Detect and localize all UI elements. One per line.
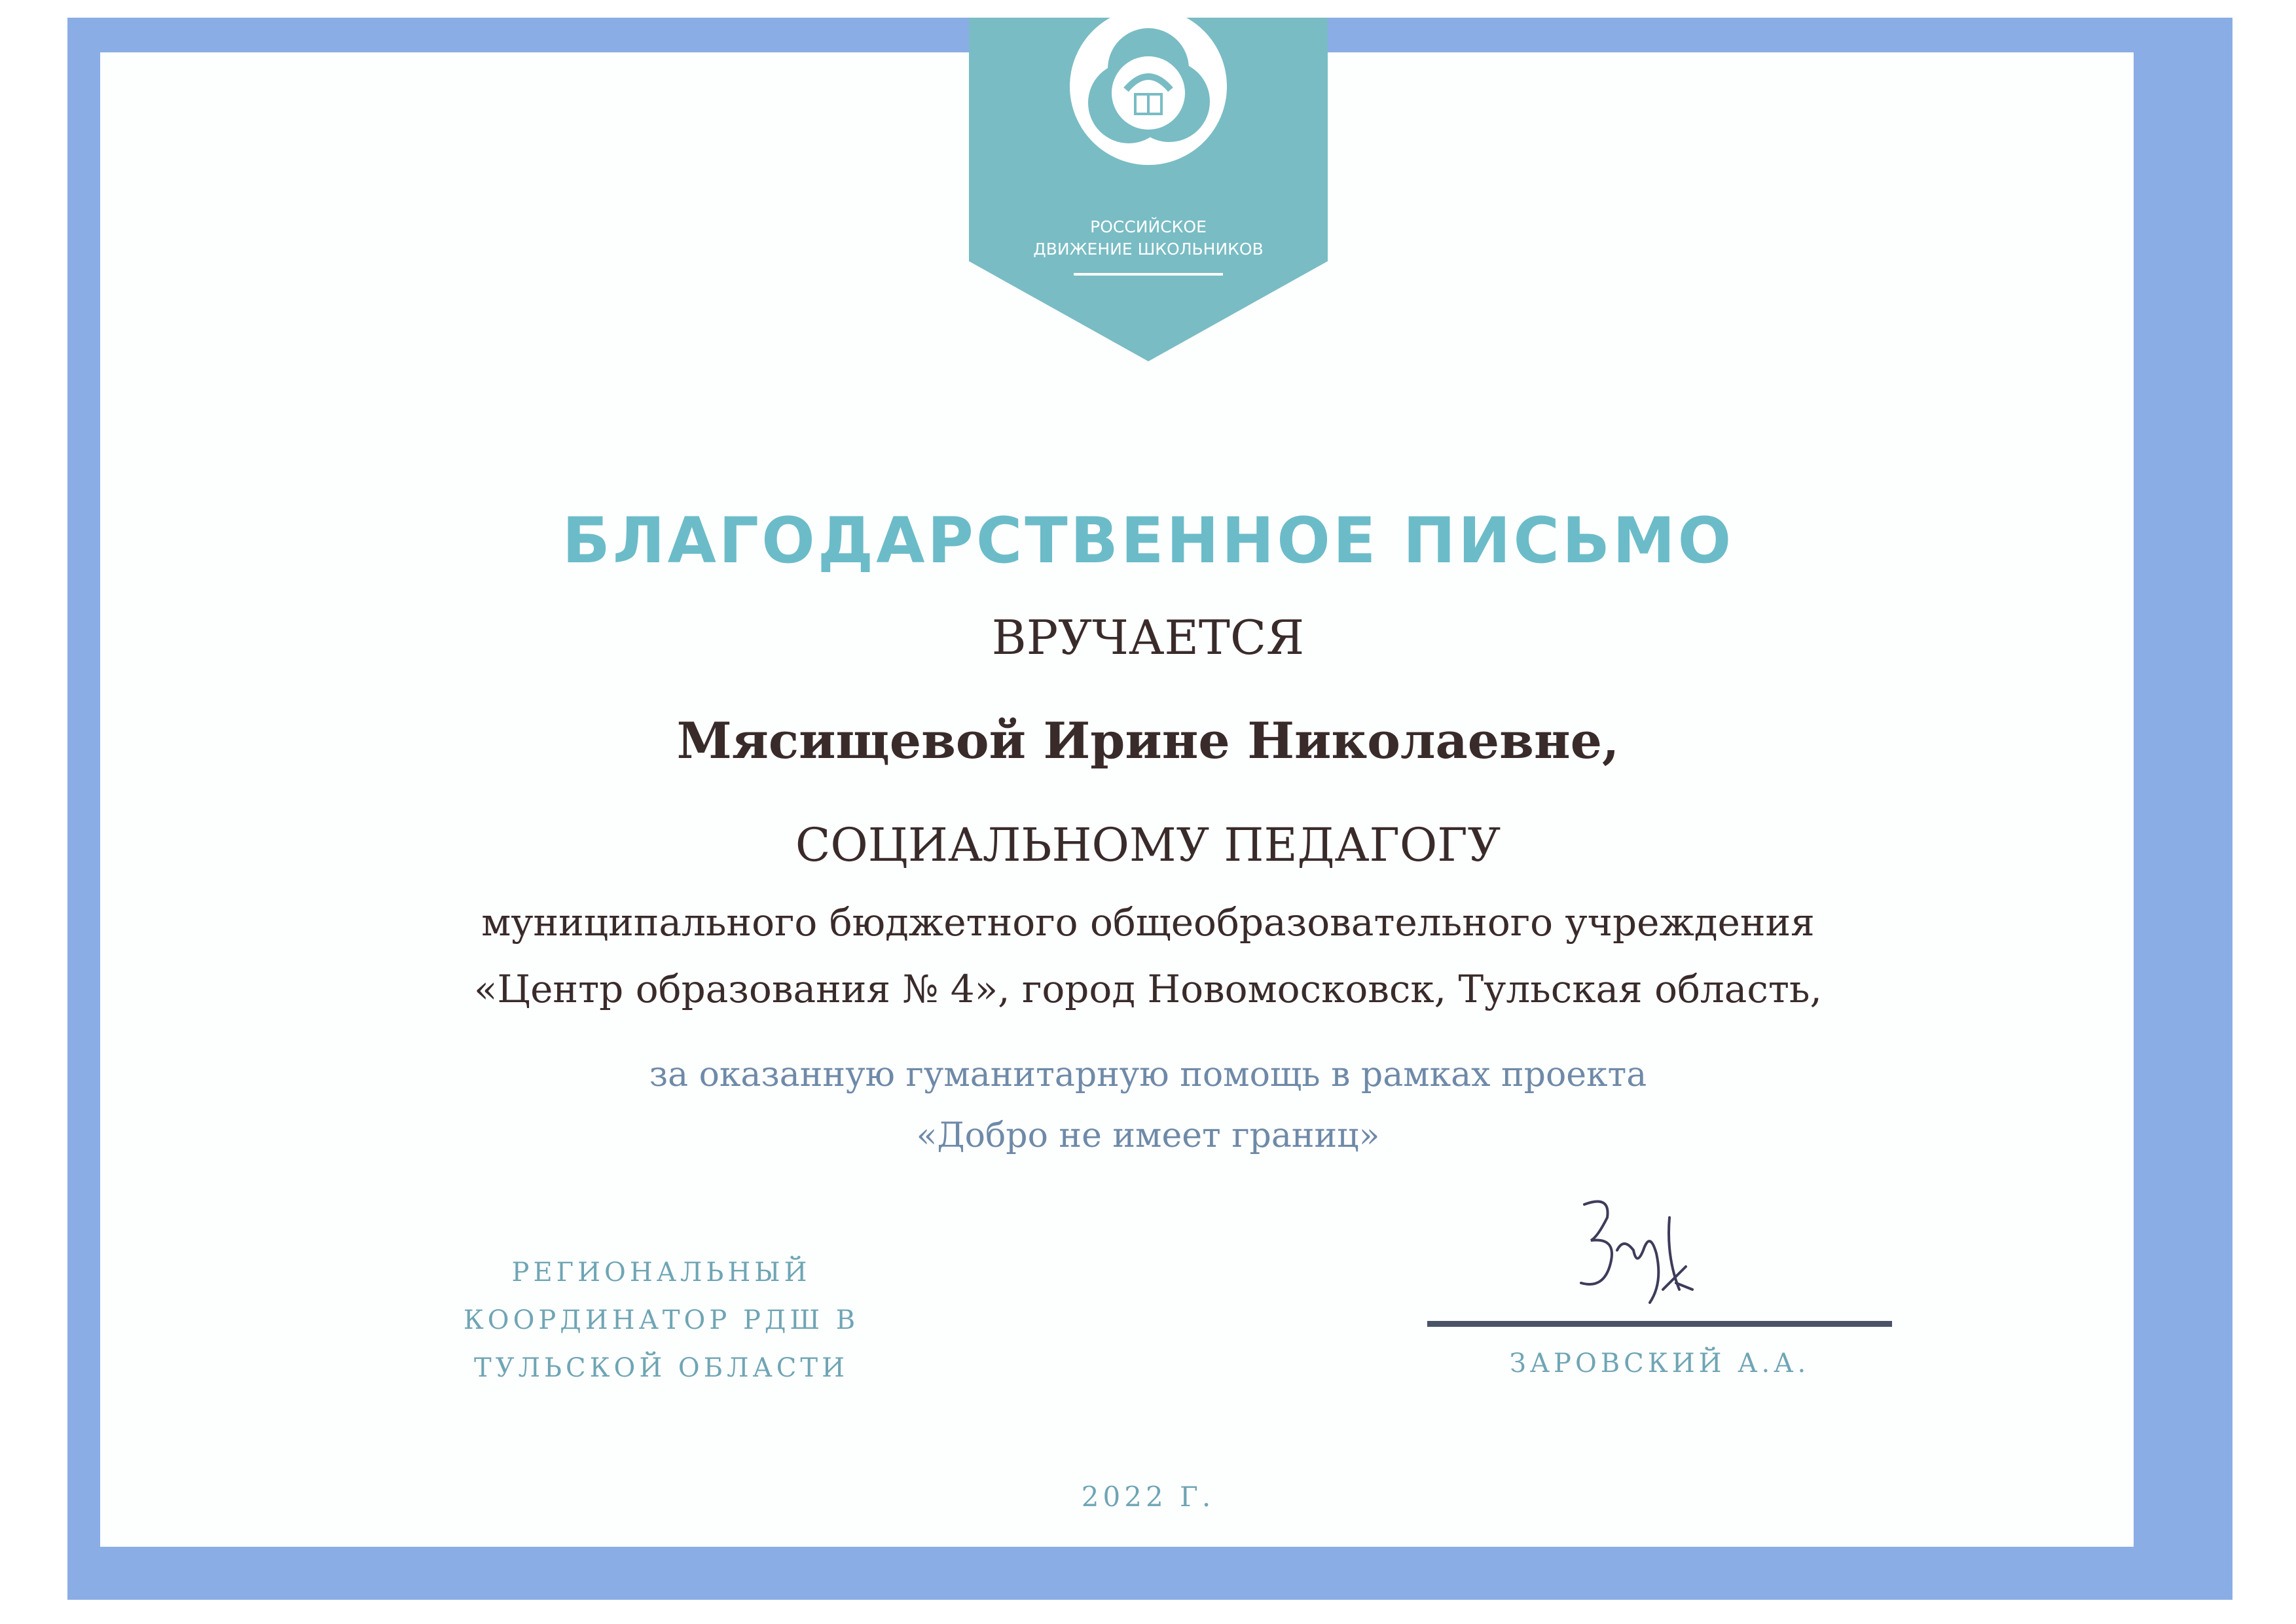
awarded-label: ВРУЧАЕТСЯ: [991, 610, 1305, 665]
recipient-name: Мясищевой Ирине Николаевне,: [676, 712, 1620, 770]
logo-caption: [969, 216, 1328, 261]
rdsh-logo: [969, 18, 1328, 361]
signatory-role: [426, 1249, 897, 1392]
organization-line1: муниципального бюджетного общеобразовательного учреждения: [481, 900, 1815, 945]
signature-line: [1427, 1321, 1892, 1327]
logo-caption-line1: РОССИЙСКОЕ: [1090, 217, 1207, 236]
signatory-role-line2: КООРДИНАТОР РДШ В: [463, 1305, 860, 1335]
handwritten-signature: [1571, 1191, 1715, 1322]
signatory-role-line3: ТУЛЬСКОЙ ОБЛАСТИ: [474, 1353, 848, 1383]
logo-caption-line2: ДВИЖЕНИЕ ШКОЛЬНИКОВ: [1033, 240, 1264, 259]
organization-line2: «Центр образования № 4», город Новомосковск, Тульская область,: [474, 967, 1822, 1011]
certificate-title: БЛАГОДАРСТВЕННОЕ ПИСЬМО: [562, 504, 1734, 577]
reason-line1: за оказанную гуманитарную помощь в рамках проекта: [649, 1055, 1647, 1094]
issue-year: 2022 Г.: [1081, 1481, 1215, 1513]
signatory-name: ЗАРОВСКИЙ А.А.: [1509, 1348, 1810, 1379]
recipient-position: СОЦИАЛЬНОМУ ПЕДАГОГУ: [795, 818, 1501, 872]
signatory-role-line1: РЕГИОНАЛЬНЫЙ: [511, 1257, 811, 1288]
reason-line2: «Добро не имеет границ»: [916, 1116, 1380, 1155]
